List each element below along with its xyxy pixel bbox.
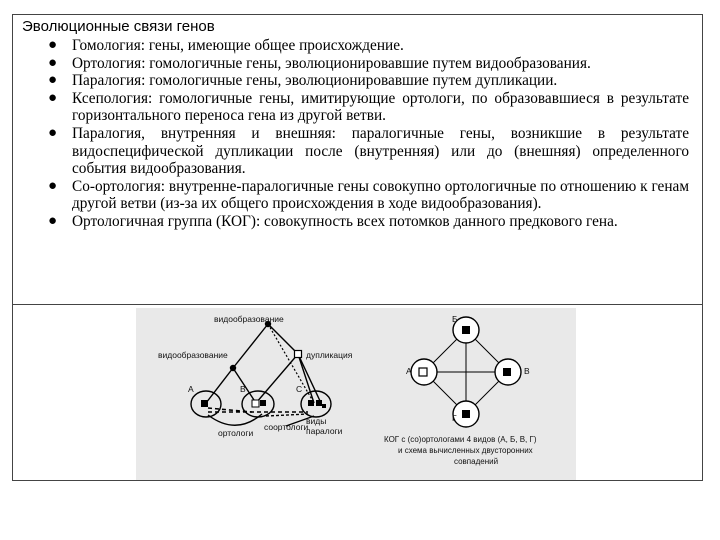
bullet-icon: ● (48, 212, 58, 229)
orthologs-label: ортологи (218, 428, 254, 438)
list-item: ● Паралогия: гомологичные гены, эволюционировавшие путем дупликации. (48, 72, 558, 90)
node-v-label: В (524, 366, 530, 376)
kog-caption-line-2: и схема вычисленных двусторонних (398, 446, 533, 455)
speciation-label-mid: видообразование (158, 350, 228, 360)
bullet-icon: ● (48, 177, 58, 194)
bullet-icon: ● (48, 89, 58, 106)
duplication-label: дупликация (306, 350, 353, 360)
species-b-label: B (240, 384, 246, 394)
list-item: ● Ортология: гомологичные гены, эволюционировавшие путем видообразования. (48, 54, 591, 72)
coorthologs-label: соортологи (264, 422, 309, 432)
bullet-icon: ● (48, 72, 58, 89)
speciation-label-top: видообразование (214, 314, 284, 324)
definition-list (22, 37, 693, 231)
slide-title: Эволюционные связи генов (22, 18, 215, 35)
figure-svg (136, 308, 576, 480)
text-panel (12, 14, 703, 305)
node-b-label: Б (452, 314, 458, 324)
orthology-tree-diagram (158, 314, 353, 438)
list-item: ● Ортологичная группа (КОГ): совокупность всех потомков данного предкового гена. (48, 212, 618, 230)
bullet-icon: ● (48, 124, 58, 141)
paralogs-label: паралоги (306, 426, 343, 436)
duplication-node (295, 351, 302, 358)
bullet-icon: ● (48, 37, 58, 53)
species-c-label: C (296, 384, 303, 394)
gene-relations-figure (136, 308, 576, 480)
kog-caption-line-3: совпадений (454, 457, 499, 466)
species-a-label: A (188, 384, 194, 394)
kog-diagram (384, 314, 537, 466)
list-item: ● Гомология: гены, имеющие общее происхождение. (48, 37, 404, 54)
bullet-icon: ● (48, 54, 58, 71)
node-a-label: А (406, 366, 412, 376)
node-g-label: Г (452, 413, 457, 423)
list-item: ● Со-ортология: внутренне-паралогичные гены совокупно ортологичные по отношению к генам другой ветви (из-за их общего происхождения в ходе видообразования). (48, 177, 689, 213)
list-item: ● Паралогия, внутренняя и внешняя: паралогичные гены, возникшие в результате видоспецифической дупликации после (внутренняя) или до (внешняя) определенного события видообразования. (48, 124, 689, 178)
species-paralogs-label: виды (306, 416, 327, 426)
kog-caption-line-1: КОГ с (со)ортологами 4 видов (А, Б, В, Г) (384, 435, 537, 444)
list-item: ● Ксепология: гомологичные гены, имитирующие ортологи, по образовавшиеся в результате горизонтального переноса гена из другой ветви. (48, 89, 689, 125)
speciation-node (230, 365, 236, 371)
